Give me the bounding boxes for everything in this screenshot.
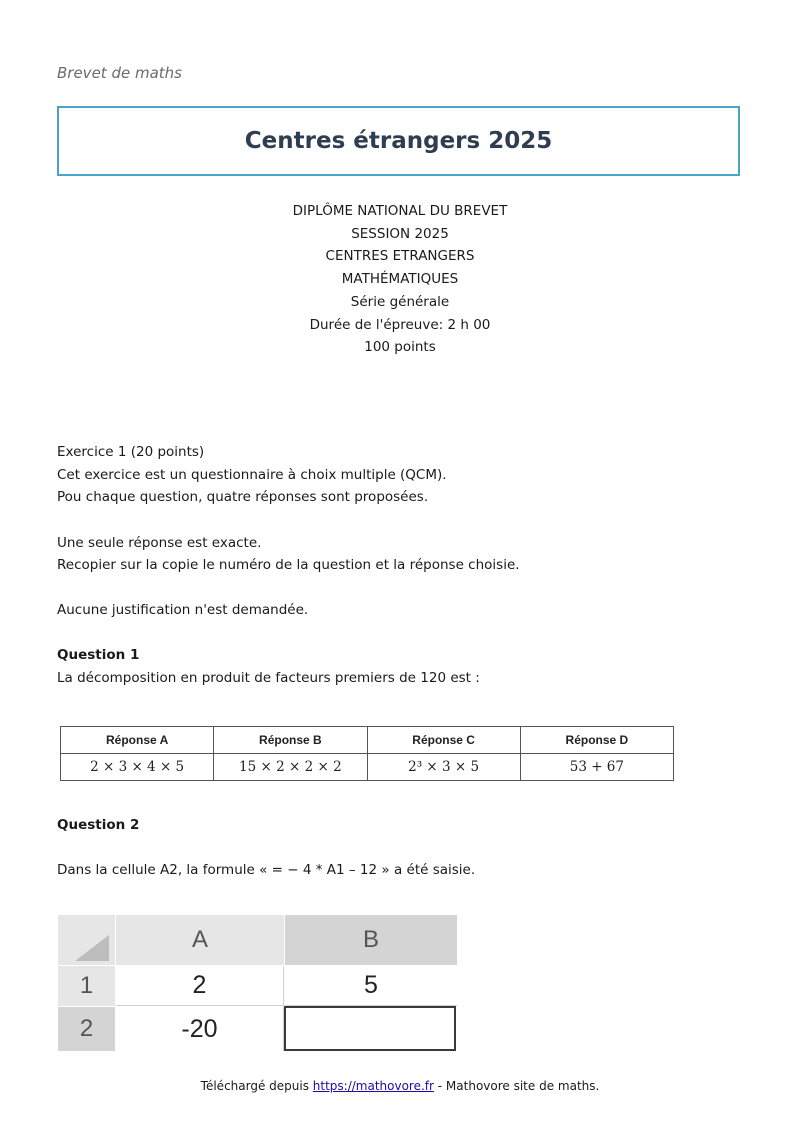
- exercise-intro-2: Pou chaque question, quatre réponses sont proposées.: [57, 489, 429, 505]
- header-line-centers: CENTRES ETRANGERS: [325, 248, 475, 265]
- sheet-corner: [58, 915, 115, 965]
- question-2-label: Question 2: [57, 817, 140, 833]
- footer-prefix: Téléchargé depuis: [200, 1079, 313, 1093]
- page-title: Centres étrangers 2025: [244, 128, 553, 154]
- question-1-text: La décomposition en produit de facteurs premiers de 120 est :: [57, 670, 480, 686]
- answer-d-header: Réponse D: [520, 727, 673, 754]
- spreadsheet: [58, 915, 457, 1053]
- exercise-intro-4: Recopier sur la copie le numéro de la question et la réponse choisie.: [57, 557, 520, 573]
- qcm-answer-row: [61, 754, 674, 781]
- exercise-intro-1: Cet exercice est un questionnaire à choix multiple (QCM).: [57, 467, 447, 483]
- header-line-duration: Durée de l'épreuve: 2 h 00: [309, 316, 491, 333]
- question-2-text: Dans la cellule A2, la formule « = − 4 * A1 – 12 » a été saisie.: [57, 862, 476, 878]
- answer-a-value: 2 × 3 × 4 × 5: [61, 754, 214, 781]
- header-line-subject: MATHÉMATIQUES: [341, 271, 459, 288]
- qcm-header-row: [61, 727, 674, 754]
- select-all-icon: [75, 935, 109, 961]
- cell-a1: 2: [116, 966, 284, 1006]
- exercise-intro-5: Aucune justification n'est demandée.: [57, 602, 309, 618]
- column-header-a: A: [116, 915, 284, 965]
- column-header-b: B: [285, 915, 457, 965]
- answer-b-header: Réponse B: [214, 727, 367, 754]
- header-line-points: 100 points: [364, 339, 436, 356]
- header-line-diploma: DIPLÔME NATIONAL DU BREVET: [292, 203, 508, 219]
- cell-b1: 5: [285, 966, 457, 1006]
- answer-a-header: Réponse A: [61, 727, 214, 754]
- header-line-session: SESSION 2025: [351, 225, 449, 242]
- cell-a2: -20: [116, 1007, 284, 1051]
- footer-suffix: - Mathovore site de maths.: [433, 1079, 600, 1093]
- question-1-label: Question 1: [57, 647, 140, 663]
- page-footer: [0, 1079, 800, 1093]
- answer-b-value: 15 × 2 × 2 × 2: [214, 754, 367, 781]
- title-box: [57, 106, 740, 176]
- exam-header: [0, 200, 800, 359]
- header-line-series: Série générale: [350, 293, 450, 310]
- answer-c-header: Réponse C: [367, 727, 520, 754]
- row-header-1: 1: [58, 966, 115, 1006]
- footer-link[interactable]: https://mathovore.fr: [312, 1079, 434, 1093]
- exercise-heading: Exercice 1 (20 points): [57, 444, 205, 460]
- site-brand: Brevet de maths: [57, 64, 182, 82]
- cell-b2-selected: [284, 1006, 456, 1051]
- answer-d-value: 53 + 67: [520, 754, 673, 781]
- exercise-intro-3: Une seule réponse est exacte.: [57, 535, 262, 551]
- answer-c-value: 2³ × 3 × 5: [367, 754, 520, 781]
- row-header-2: 2: [58, 1007, 115, 1051]
- qcm-answers-table: [60, 726, 674, 781]
